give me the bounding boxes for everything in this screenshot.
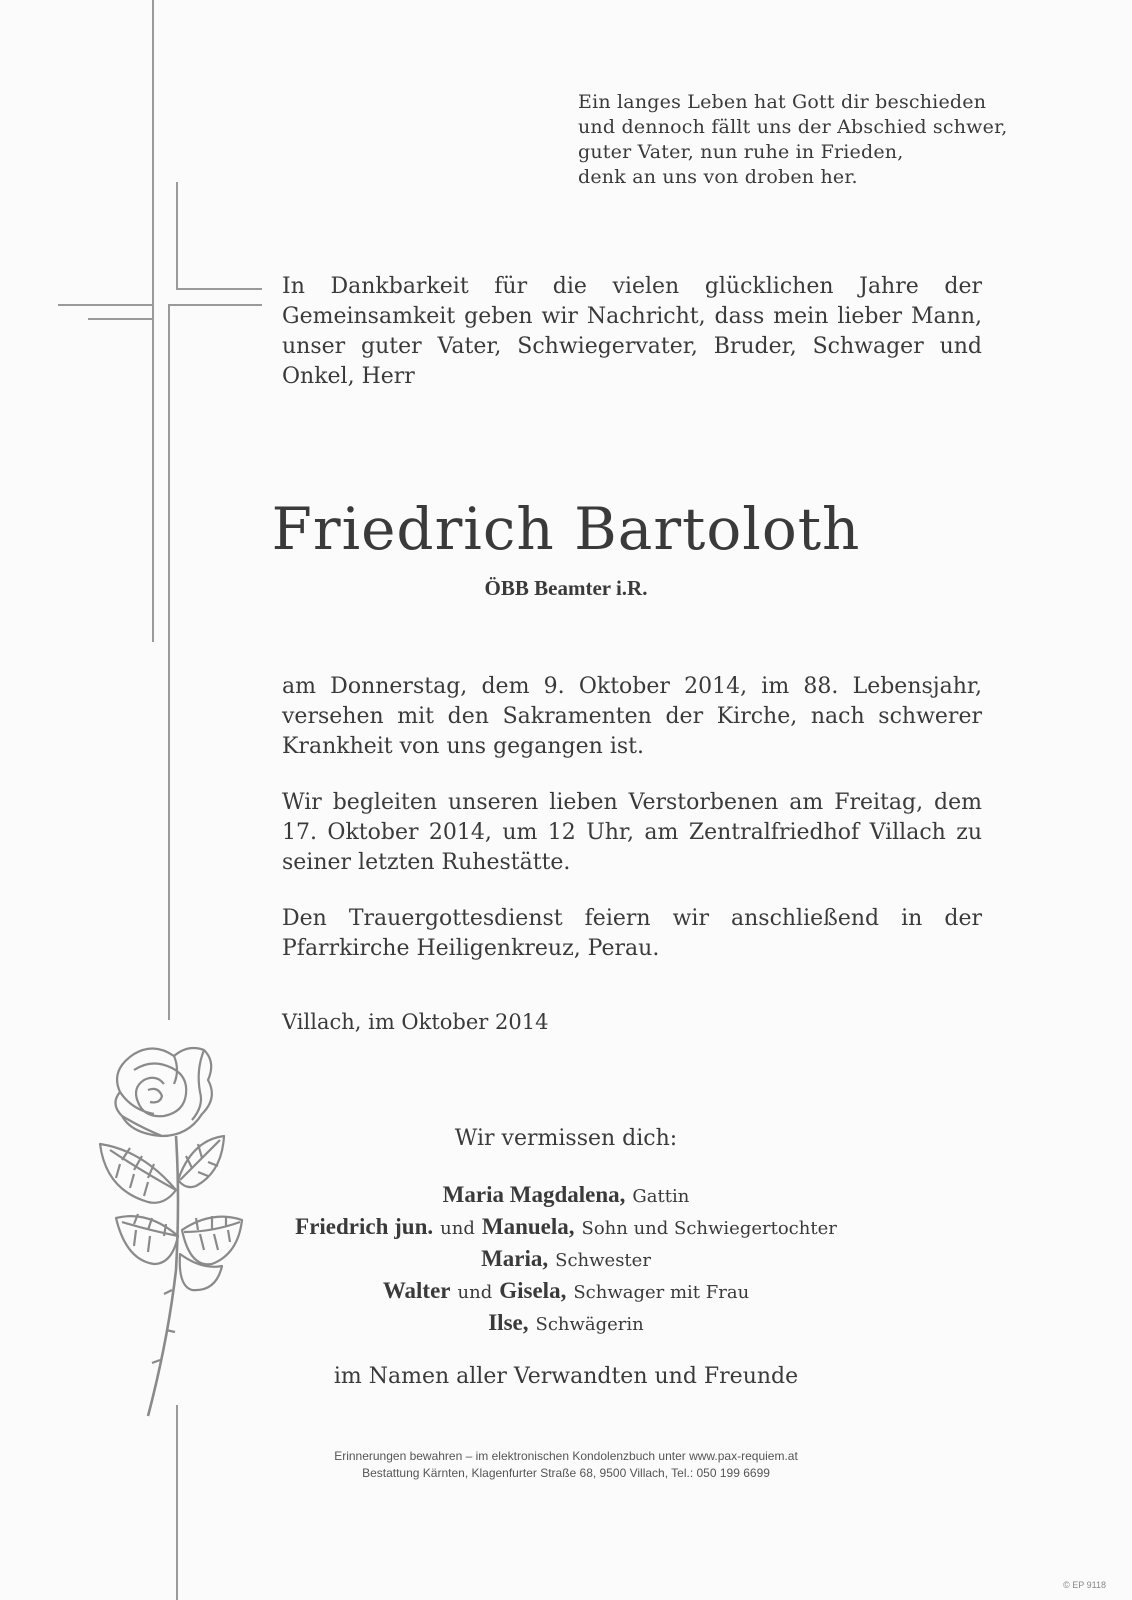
mourner-line bbox=[0, 1308, 1132, 1340]
footer bbox=[0, 1448, 1132, 1482]
mourner-relation: Gattin bbox=[632, 1186, 690, 1207]
mourner-name: Friedrich jun. bbox=[295, 1214, 434, 1239]
mourner-line bbox=[0, 1244, 1132, 1276]
mourner-line bbox=[0, 1180, 1132, 1212]
deceased-title: ÖBB Beamter i.R. bbox=[484, 576, 648, 600]
mourner-line bbox=[0, 1212, 1132, 1244]
closing-line: im Namen aller Verwandten und Freunde bbox=[333, 1364, 799, 1389]
mourner-relation: Schwägerin bbox=[535, 1314, 644, 1335]
poem-line: und dennoch fällt uns der Abschied schwer, bbox=[578, 116, 1008, 138]
mourner-name: Ilse, bbox=[488, 1310, 529, 1335]
mourner-name: Maria, bbox=[481, 1246, 549, 1271]
place-date: Villach, im Oktober 2014 bbox=[282, 1010, 549, 1034]
mourner-conjunction: und bbox=[440, 1218, 475, 1239]
burial-paragraph: Wir begleiten unseren lieben Verstorbenen am Freitag, dem 17. Oktober 2014, um 12 Uhr, am Zentralfriedhof Villach zu seiner letzten Ruhestätte. bbox=[282, 790, 982, 875]
deceased-name: Friedrich Bartoloth bbox=[271, 495, 861, 563]
mourner-conjunction: und bbox=[457, 1282, 493, 1303]
poem-line: guter Vater, nun ruhe in Frieden, bbox=[578, 141, 904, 163]
mourner-line bbox=[0, 1276, 1132, 1308]
mourner-relation: Schwester bbox=[555, 1250, 651, 1271]
poem-line: Ein langes Leben hat Gott dir beschieden bbox=[578, 91, 987, 113]
mourners-heading: Wir vermissen dich: bbox=[454, 1126, 678, 1151]
service-paragraph: Den Trauergottesdienst feiern wir anschließend in der Pfarrkirche Heiligenkreuz, Perau. bbox=[282, 906, 982, 961]
mourner-relation: Sohn und Schwiegertochter bbox=[581, 1218, 837, 1239]
intro-paragraph: In Dankbarkeit für die vielen glücklichen Jahre der Gemeinsamkeit geben wir Nachricht, dass mein lieber Mann, unser guter Vater, Schwiegervater, Bruder, Schwager und Onkel, Herr bbox=[282, 274, 982, 389]
death-paragraph: am Donnerstag, dem 9. Oktober 2014, im 88. Lebensjahr, versehen mit den Sakramenten der Kirche, nach schwerer Krankheit von uns gegangen ist. bbox=[282, 674, 982, 759]
footer-address: Bestattung Kärnten, Klagenfurter Straße 68, 9500 Villach, Tel.: 050 199 6699 bbox=[362, 1466, 770, 1480]
mourner-name: Maria Magdalena, bbox=[442, 1182, 626, 1207]
poem-line: denk an uns von droben her. bbox=[578, 166, 858, 188]
mourner-name: Walter bbox=[382, 1278, 451, 1303]
footer-condolence: Erinnerungen bewahren – im elektronischen Kondolenzbuch unter www.pax-requiem.at bbox=[334, 1449, 798, 1463]
mourner-name: Manuela, bbox=[481, 1214, 575, 1239]
mourner-name: Gisela, bbox=[499, 1278, 567, 1303]
print-code: © EP 9118 bbox=[1063, 1580, 1106, 1590]
mourner-relation: Schwager mit Frau bbox=[573, 1282, 750, 1303]
mourners-list bbox=[0, 1180, 1132, 1340]
poem bbox=[578, 90, 1008, 190]
